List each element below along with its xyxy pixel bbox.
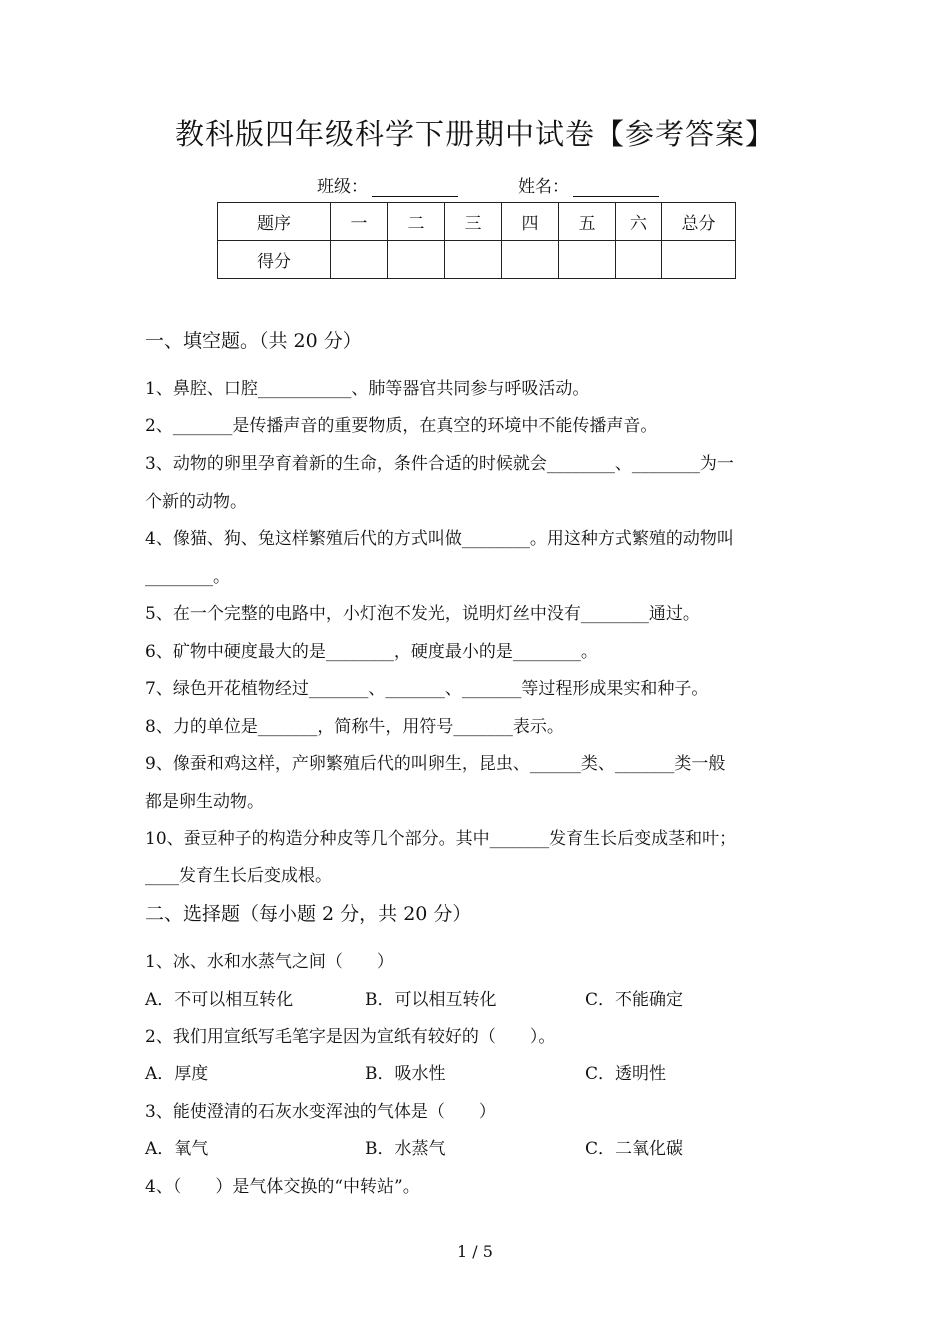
table-cell: 一 xyxy=(331,203,388,241)
table-cell: 三 xyxy=(445,203,502,241)
question-line: 8、力的单位是_______，简称牛，用符号_______表示。 xyxy=(145,717,564,737)
score-cell[interactable] xyxy=(662,241,736,279)
score-cell[interactable] xyxy=(388,241,445,279)
question-line: 10、蚕豆种子的构造分种皮等几个部分。其中_______发育生长后变成茎和叶； xyxy=(145,829,737,849)
score-cell[interactable] xyxy=(331,241,388,279)
question-line: 3、动物的卵里孕育着新的生命，条件合适的时候就会________、________为一 xyxy=(145,454,734,474)
name-blank xyxy=(573,178,659,197)
option-b[interactable]: B．吸水性 xyxy=(365,1064,446,1084)
question-line: 7、绿色开花植物经过_______、_______、_______等过程形成果实和种子。 xyxy=(145,679,709,699)
question-line: 4、（ ）是气体交换的“中转站”。 xyxy=(145,1177,420,1197)
question-line: 4、像猫、狗、兔这样繁殖后代的方式叫做________。用这种方式繁殖的动物叫 xyxy=(145,529,734,549)
score-cell[interactable] xyxy=(502,241,559,279)
page-title: 教科版四年级科学下册期中试卷【参考答案】 xyxy=(174,117,775,151)
option-c[interactable]: C．透明性 xyxy=(585,1064,667,1084)
option-b[interactable]: B．水蒸气 xyxy=(365,1139,446,1159)
question-line: 9、像蚕和鸡这样，产卵繁殖后代的叫卵生，昆虫、______类、_______类一般 xyxy=(145,754,726,774)
option-a[interactable]: A．厚度 xyxy=(145,1064,209,1084)
option-b[interactable]: B．可以相互转化 xyxy=(365,990,497,1010)
name-field xyxy=(518,172,659,197)
table-cell: 六 xyxy=(616,203,662,241)
question-line: ____发育生长后变成根。 xyxy=(145,866,332,886)
score-cell[interactable] xyxy=(616,241,662,279)
question-line: 1、冰、水和水蒸气之间（ ） xyxy=(145,952,394,972)
section-heading-fill-blank: 一、填空题。（共 20 分） xyxy=(145,330,362,352)
table-cell: 二 xyxy=(388,203,445,241)
question-line: 都是卵生动物。 xyxy=(145,792,264,812)
page-number: 1 / 5 xyxy=(457,1242,493,1261)
question-line: 3、能使澄清的石灰水变浑浊的气体是（ ） xyxy=(145,1102,496,1122)
class-label: 班级： xyxy=(317,177,368,197)
score-cell[interactable] xyxy=(445,241,502,279)
table-cell: 五 xyxy=(559,203,616,241)
class-blank xyxy=(372,178,458,197)
question-line: 2、我们用宣纸写毛笔字是因为宣纸有较好的（ ）。 xyxy=(145,1027,556,1047)
question-line: 1、鼻腔、口腔___________、肺等器官共同参与呼吸活动。 xyxy=(145,379,590,399)
table-cell: 总分 xyxy=(662,203,736,241)
option-c[interactable]: C．不能确定 xyxy=(585,990,684,1010)
option-c[interactable]: C．二氧化碳 xyxy=(585,1139,684,1159)
score-header-row xyxy=(218,203,736,241)
question-line: 6、矿物中硬度最大的是________，硬度最小的是________。 xyxy=(145,642,598,662)
question-line: 个新的动物。 xyxy=(145,492,247,512)
question-line: 2、_______是传播声音的重要物质，在真空的环境中不能传播声音。 xyxy=(145,416,658,436)
table-cell: 四 xyxy=(502,203,559,241)
option-a[interactable]: A．氧气 xyxy=(145,1139,209,1159)
score-cell[interactable] xyxy=(559,241,616,279)
score-row xyxy=(218,241,736,279)
question-line: ________。 xyxy=(145,567,230,587)
class-field xyxy=(317,172,458,197)
table-cell: 题序 xyxy=(218,203,331,241)
score-table xyxy=(217,202,736,279)
name-label: 姓名： xyxy=(518,177,569,197)
question-line: 5、在一个完整的电路中，小灯泡不发光，说明灯丝中没有________通过。 xyxy=(145,604,700,624)
option-a[interactable]: A．不可以相互转化 xyxy=(145,990,294,1010)
section-heading-choice: 二、选择题（每小题 2 分，共 20 分） xyxy=(145,903,472,925)
table-cell: 得分 xyxy=(218,241,331,279)
